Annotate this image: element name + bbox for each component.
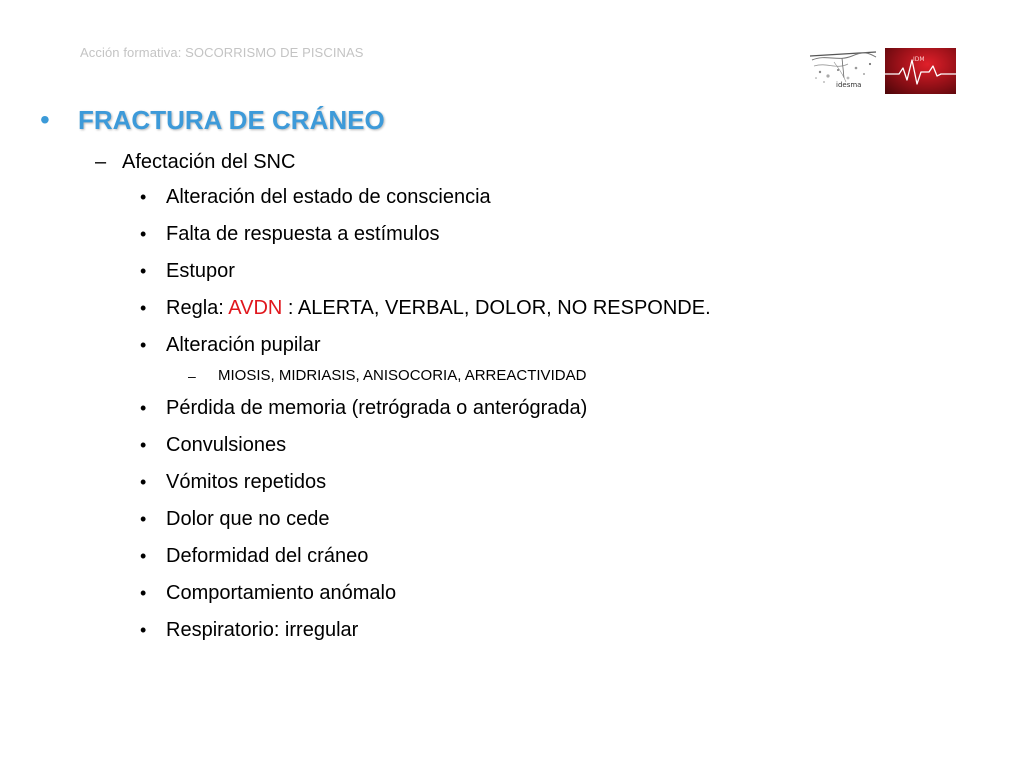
subtitle: Afectación del SNC (122, 151, 296, 173)
pupil-item (40, 329, 980, 366)
bullet-dot: • (140, 472, 147, 492)
list-item (40, 466, 980, 503)
list-item-text: Falta de respuesta a estímulos (166, 223, 440, 245)
course-header: Acción formativa: SOCORRISMO DE PISCINAS (80, 45, 364, 60)
bullet-dot: • (140, 261, 147, 281)
rule-highlight: AVDN (228, 297, 283, 319)
rule-item (40, 292, 980, 329)
bullet-dot: • (140, 398, 147, 418)
bullet-dot: • (140, 620, 147, 640)
pupil-label: Alteración pupilar (166, 334, 321, 356)
list-item-text: Vómitos repetidos (166, 471, 327, 493)
list-item-text: Deformidad del cráneo (166, 545, 369, 567)
list-item-text: Comportamiento anómalo (166, 582, 397, 604)
title-bullet: • (40, 104, 50, 135)
list-item (40, 392, 980, 429)
wave-logo (808, 48, 878, 94)
list-item-text: Pérdida de memoria (retrógrada o anterógrada) (166, 397, 588, 419)
list-item-text: Alteración del estado de consciencia (166, 186, 491, 208)
list-item (40, 218, 980, 255)
title-row (40, 100, 980, 140)
list-item (40, 181, 980, 218)
idm-logo-word: IDM (913, 56, 925, 63)
list-item (40, 503, 980, 540)
rule-suffix: : ALERTA, VERBAL, DOLOR, NO RESPONDE. (282, 297, 711, 319)
subtitle-dash: – (95, 151, 107, 173)
heartbeat-icon (885, 48, 956, 94)
list-item (40, 577, 980, 614)
list-item (40, 429, 980, 466)
pupil-detail: MIOSIS, MIDRIASIS, ANISOCORIA, ARREACTIVIDAD (218, 367, 587, 384)
bullet-dot: • (140, 583, 147, 603)
bullet-dot: • (140, 435, 147, 455)
subtitle-row (40, 143, 980, 181)
idm-logo (885, 48, 956, 94)
slide-title: FRACTURA DE CRÁNEO (78, 105, 385, 135)
detail-dash: – (188, 368, 196, 384)
list-item-text: Respiratorio: irregular (166, 619, 359, 641)
wave-logo-word: idesma (836, 81, 862, 89)
rule-prefix: Regla: (166, 297, 229, 319)
bullet-dot: • (140, 224, 147, 244)
rule-text (166, 295, 711, 321)
bullet-dot: • (140, 546, 147, 566)
bullet-dot: • (140, 187, 147, 207)
list-item (40, 614, 980, 651)
list-item (40, 540, 980, 577)
list-item-text: Estupor (166, 260, 235, 282)
slide-content (40, 100, 980, 651)
bullet-dot: • (140, 509, 147, 529)
pupil-detail-item (40, 366, 980, 392)
list-item-text: Dolor que no cede (166, 508, 330, 530)
list-item-text: Convulsiones (166, 434, 287, 456)
bullet-dot: • (140, 335, 147, 355)
list-item (40, 255, 980, 292)
bullet-dot: • (140, 298, 147, 318)
